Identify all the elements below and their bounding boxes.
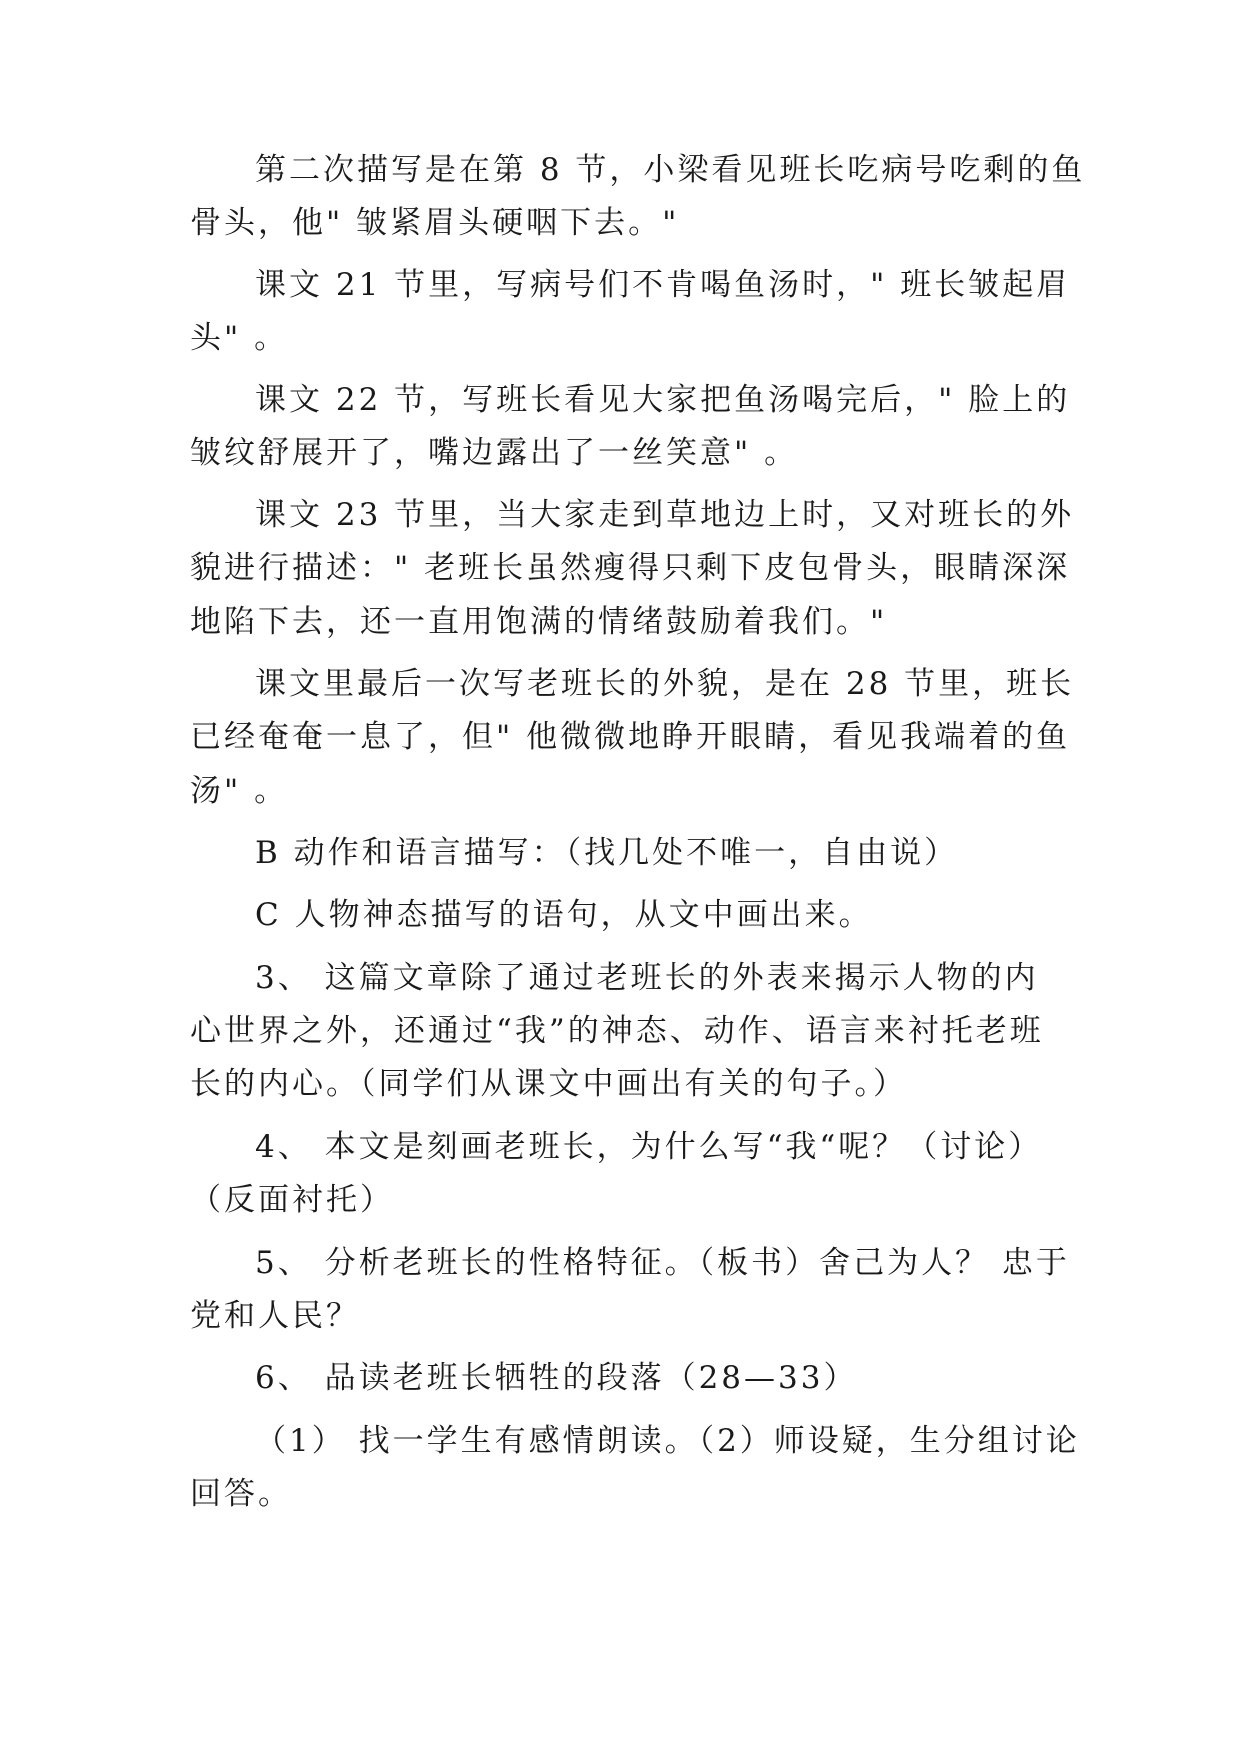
text-line: 貌进行描述：" 老班长虽然瘦得只剩下皮包骨头，眼睛深深 (190, 550, 1071, 586)
text-line: 地陷下去，还一直用饱满的情绪鼓励着我们。" (190, 604, 888, 640)
text-line: 汤" 。 (190, 773, 289, 809)
text-line: 课文里最后一次写老班长的外貌，是在 28 节里，班长 (255, 666, 1075, 702)
text-line: 皱纹舒展开了，嘴边露出了一丝笑意" 。 (190, 435, 799, 471)
text-line: 心世界之外，还通过“我”的神态、动作、语言来衬托老班 (190, 1013, 1044, 1049)
text-line: 骨头，他" 皱紧眉头硬咽下去。" (190, 205, 680, 241)
text-line: 课文 23 节里，当大家走到草地边上时，又对班长的外 (255, 497, 1075, 533)
text-line: 5、 分析老班长的性格特征。（板书）舍己为人？ 忠于 (255, 1245, 1070, 1281)
text-line: （反面衬托） (190, 1182, 394, 1218)
text-line: 4、 本文是刻画老班长，为什么写“我“呢？（讨论） (255, 1129, 1043, 1165)
text-line: C 人物神态描写的语句，从文中画出来。 (255, 897, 873, 933)
text-line: B 动作和语言描写：（找几处不唯一，自由说） (255, 835, 959, 871)
text-line: 课文 22 节，写班长看见大家把鱼汤喝完后，" 脸上的 (255, 382, 1071, 418)
text-line: 党和人民？ (190, 1298, 360, 1334)
text-line: 第二次描写是在第 8 节，小梁看见班长吃病号吃剩的鱼 (255, 152, 1086, 188)
text-line: 头" 。 (190, 320, 289, 356)
text-line: 3、 这篇文章除了通过老班长的外表来揭示人物的内 (255, 960, 1039, 996)
text-line: 6、 品读老班长牺牲的段落（28—33） (255, 1360, 858, 1396)
text-line: 长的内心。（同学们从课文中画出有关的句子。） (190, 1066, 907, 1102)
text-line: 回答。 (190, 1476, 292, 1512)
text-line: （1） 找一学生有感情朗读。（2）师设疑，生分组讨论 (255, 1423, 1080, 1459)
text-line: 已经奄奄一息了，但" 他微微地睁开眼睛，看见我端着的鱼 (190, 719, 1071, 755)
text-line: 课文 21 节里，写病号们不肯喝鱼汤时，" 班长皱起眉 (255, 267, 1071, 303)
